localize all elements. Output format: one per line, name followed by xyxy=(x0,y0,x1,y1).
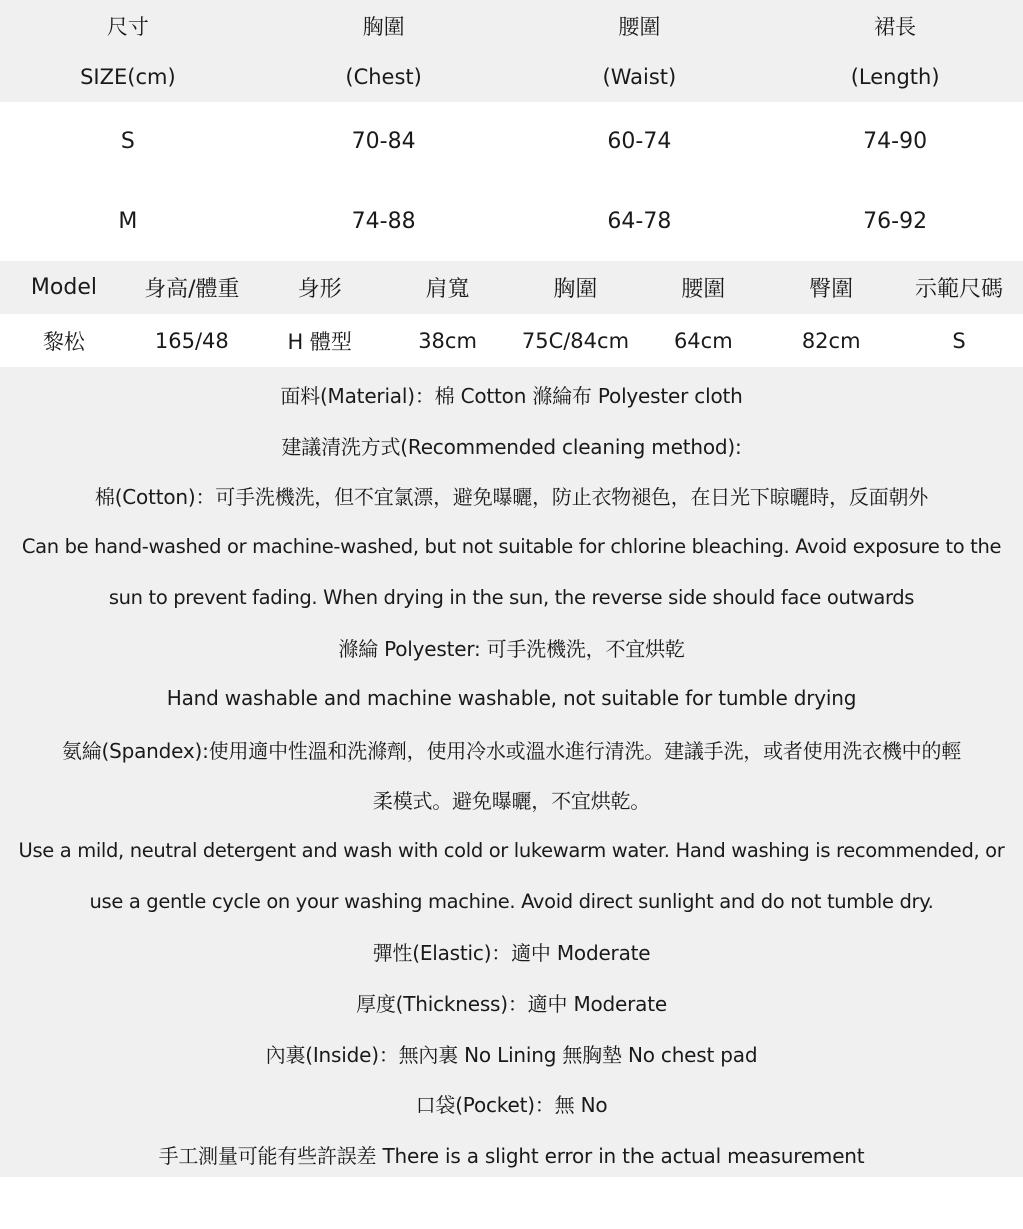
model-body-shape: H 體型 xyxy=(287,329,352,354)
length-cell: 74-90 xyxy=(863,129,928,155)
header-chest-en: (Chest) xyxy=(345,64,422,89)
header-waist: 腰圍 xyxy=(681,277,726,302)
model-table-header xyxy=(0,261,1023,314)
cotton-care-cn: 棉(Cotton)：可手洗機洗，但不宜氯漂，避免曝曬，防止衣物褪色，在日光下晾曬時，反面朝外 xyxy=(94,485,929,510)
cotton-care-en-1: Can be hand-washed or machine-washed, but not suitable for chlorine bleaching. Avoid exposure to the xyxy=(21,534,1002,558)
pocket-line: 口袋(Pocket)：無 No xyxy=(415,1093,608,1118)
model-hip: 82cm xyxy=(801,328,861,353)
waist-cell: 64-78 xyxy=(607,208,672,234)
model-table-row xyxy=(0,314,1023,367)
size-cell: M xyxy=(118,208,138,234)
header-size-worn: 示範尺碼 xyxy=(915,277,1004,302)
header-model: Model xyxy=(30,275,97,300)
chest-cell: 70-84 xyxy=(351,129,416,155)
material-line: 面料(Material)：棉 Cotton 滌綸布 Polyester cloth xyxy=(280,383,743,408)
cotton-care-en-2: sun to prevent fading. When drying in the sun, the reverse side should face outwards xyxy=(108,585,915,609)
cleaning-method-heading: 建議清洗方式(Recommended cleaning method): xyxy=(281,434,742,459)
model-height-weight: 165/48 xyxy=(154,328,229,353)
spandex-care-cn-2: 柔模式。避免曝曬，不宜烘乾。 xyxy=(372,789,651,814)
header-length-cn: 裙長 xyxy=(874,14,917,39)
header-height-weight: 身高/體重 xyxy=(144,277,240,302)
fabric-care-info xyxy=(0,367,1023,1177)
size-cell: S xyxy=(120,129,135,155)
table-row xyxy=(0,182,1023,262)
header-waist-cn: 腰圍 xyxy=(618,14,661,39)
table-row xyxy=(0,102,1023,182)
spandex-care-en-1: Use a mild, neutral detergent and wash with cold or lukewarm water. Hand washing is recommended, or xyxy=(18,839,1005,863)
header-hip: 臀圍 xyxy=(809,277,854,302)
thickness-line: 厚度(Thickness)：適中 Moderate xyxy=(356,992,667,1017)
model-name: 黎松 xyxy=(42,329,85,354)
size-table-body xyxy=(0,102,1023,261)
polyester-care-en: Hand washable and machine washable, not suitable for tumble drying xyxy=(166,686,857,711)
waist-cell: 60-74 xyxy=(607,129,672,155)
header-chest: 胸圍 xyxy=(553,277,598,302)
header-size-cn: 尺寸 xyxy=(106,14,149,39)
size-table-header xyxy=(0,0,1023,102)
elastic-line: 彈性(Elastic)：適中 Moderate xyxy=(372,941,651,966)
header-body-shape: 身形 xyxy=(297,277,342,302)
model-size-worn: S xyxy=(952,328,966,353)
inside-line: 內裏(Inside)：無內裏 No Lining 無胸墊 No chest pad xyxy=(265,1042,758,1067)
length-cell: 76-92 xyxy=(863,208,928,234)
model-shoulder: 38cm xyxy=(418,328,477,353)
chest-cell: 74-88 xyxy=(351,208,416,234)
size-header-en-row xyxy=(0,51,1023,102)
polyester-care-cn: 滌綸 Polyester: 可手洗機洗，不宜烘乾 xyxy=(338,637,685,662)
header-shoulder: 肩寬 xyxy=(425,277,470,302)
header-size-en: SIZE(cm) xyxy=(80,64,176,89)
model-waist: 64cm xyxy=(673,328,733,353)
spandex-care-cn-1: 氨綸(Spandex):使用適中性溫和洗滌劑，使用冷水或溫水進行清洗。建議手洗，或者使用洗衣機中的輕 xyxy=(61,738,962,763)
measurement-note: 手工測量可能有些許誤差 There is a slight error in the actual measurement xyxy=(158,1144,865,1169)
model-chest: 75C/84cm xyxy=(521,328,630,353)
header-waist-en: (Waist) xyxy=(602,64,677,89)
header-length-en: (Length) xyxy=(850,64,940,89)
header-chest-cn: 胸圍 xyxy=(362,14,405,39)
size-header-cn-row xyxy=(0,0,1023,51)
spandex-care-en-2: use a gentle cycle on your washing machine. Avoid direct sunlight and do not tumble dry. xyxy=(89,889,934,913)
